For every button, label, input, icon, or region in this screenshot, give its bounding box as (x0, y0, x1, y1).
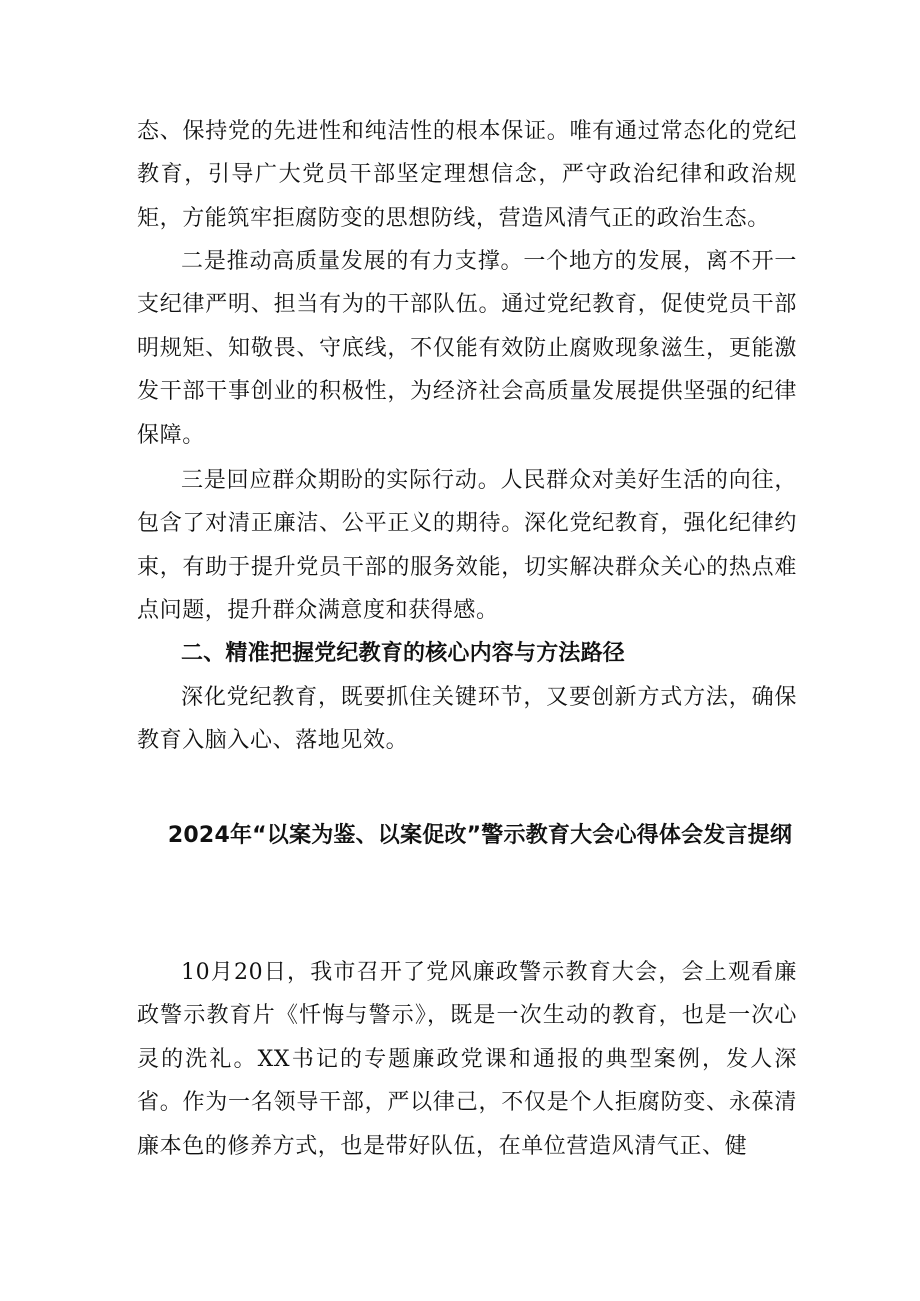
section-heading-two: 二、精准把握党纪教育的核心内容与方法路径 (181, 641, 626, 666)
paragraph-point-two: 二是推动高质量发展的有力支撑。一个地方的发展，离不开一支纪律严明、担当有为的干部队伍。通过党纪教育，促使党员干部明规矩、知敬畏、守底线，不仅能有效防止腐败现象滋生，更能激发干部干事创业的积极性，为经济社会高质量发展提供坚强的纪律保障。 (137, 249, 797, 448)
paragraph-point-three: 三是回应群众期盼的实际行动。人民群众对美好生活的向往，包含了对清正廉洁、公平正义的期待。深化党纪教育，强化纪律约束，有助于提升党员干部的服务效能，切实解决群众关心的热点难点问题，提升群众满意度和获得感。 (137, 468, 797, 624)
paragraph-article-body: 10月20日，我市召开了党风廉政警示教育大会，会上观看廉政警示教育片《忏悔与警示》，既是一次生动的教育，也是一次心灵的洗礼。XX书记的专题廉政党课和通报的典型案例，发人深省。作为一名领导干部，严以律己，不仅是个人拒腐防变、永葆清廉本色的修养方式，也是带好队伍，在单位营造风清气正、健 (137, 960, 797, 1159)
paragraph-section-two-intro: 深化党纪教育，既要抓住关键环节，又要创新方式方法，确保教育入脑入心、落地见效。 (137, 685, 797, 754)
article-title: 2024年“以案为鉴、以案促改”警示教育大会心得体会发言提纲 (167, 823, 793, 848)
paragraph-intro-continuation: 态、保持党的先进性和纯洁性的根本保证。唯有通过常态化的党纪教育，引导广大党员干部坚定理想信念，严守政治纪律和政治规矩，方能筑牢拒腐防变的思想防线，营造风清气正的政治生态。 (137, 119, 797, 231)
